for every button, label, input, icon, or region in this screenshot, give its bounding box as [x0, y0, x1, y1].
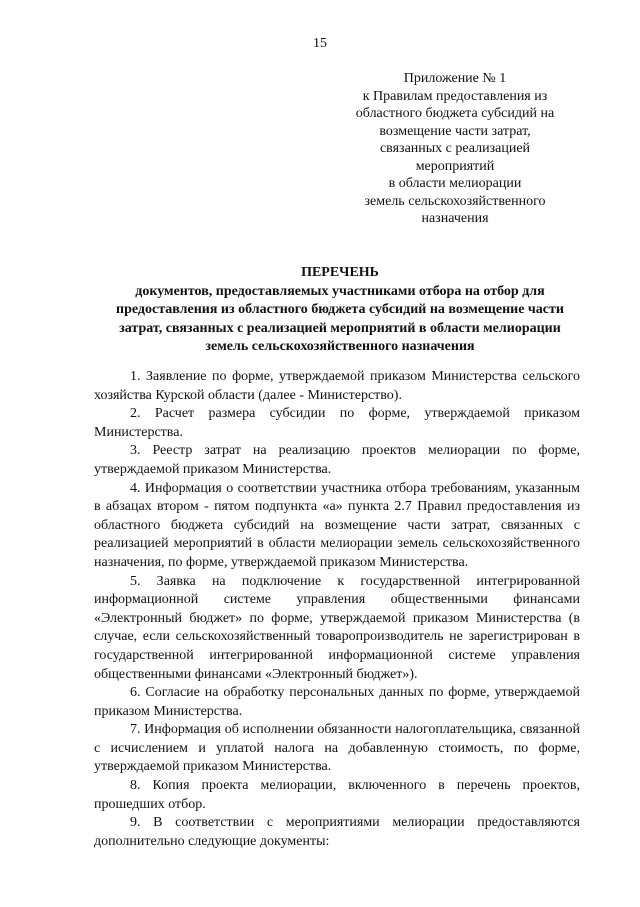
title-line: земель сельскохозяйственного назначения [205, 339, 475, 354]
list-item: 2. Расчет размера субсидии по форме, утверждаемой приказом Министерства. [94, 406, 580, 440]
title-line: документов, предоставляемых участниками отбора на отбор для [135, 283, 545, 299]
appendix-line: к Правилам предоставления из [362, 88, 548, 104]
appendix-line: Приложение № 1 [403, 71, 507, 86]
appendix-line: в области мелиорации [388, 176, 522, 191]
title-line: затрат, связанных с реализацией мероприятий в области мелиорации [119, 320, 561, 336]
list-item: 1. Заявление по форме, утверждаемой приказом Министерства сельского хозяйства Курской области (далее - Министерство). [94, 369, 580, 403]
list-item: 8. Копия проекта мелиорации, включенного в перечень проектов, прошедших отбор. [94, 778, 580, 812]
appendix-block [340, 70, 570, 228]
appendix-line: областного бюджета субсидий на [355, 106, 555, 121]
title-line: предоставления из областного бюджета субсидий на возмещение части [116, 302, 564, 317]
appendix-line: связанных с реализацией [379, 141, 531, 156]
title-heading: ПЕРЕЧЕНЬ [301, 265, 379, 280]
appendix-line: возмещение части затрат, [379, 123, 531, 139]
appendix-line: мероприятий [415, 158, 495, 174]
document-title [90, 264, 590, 357]
page-number: 15 [313, 36, 327, 51]
documents-list [94, 368, 580, 851]
appendix-line: назначения [421, 211, 489, 226]
list-item: 6. Согласие на обработку персональных данных по форме, утверждаемой приказом Министерства. [94, 685, 580, 719]
list-item: 5. Заявка на подключение к государственной интегрированной информационной системе управления общественными финансами «Электронный бюджет» по форме, утверждаемой приказом Министерства (в случае, если сельскохозяйственный товаропроизводитель не зарегистрирован в государственной интегрированной информационной системе управления общественными финансами «Электронный бюджет»). [94, 573, 580, 682]
list-item: 3. Реестр затрат на реализацию проектов мелиорации по форме, утверждаемой приказом Министерства. [94, 443, 580, 477]
list-item: 4. Информация о соответствии участника отбора требованиям, указанным в абзацах втором - пятом подпункта «а» пункта 2.7 Правил предоставления из областного бюджета субсидий на возмещение части затрат, связанных с реализацией мероприятий в области мелиорации земель сельскохозяйственного назначения, по форме, утверждаемой приказом Министерства. [94, 480, 580, 570]
appendix-line: земель сельскохозяйственного [364, 193, 546, 209]
list-item: 9. В соответствии с мероприятиями мелиорации предоставляются дополнительно следующие документы: [94, 815, 580, 849]
list-item: 7. Информация об исполнении обязанности налогоплательщика, связанной с исчислением и уплатой налога на добавленную стоимость, по форме, утверждаемой приказом Министерства. [94, 722, 580, 775]
